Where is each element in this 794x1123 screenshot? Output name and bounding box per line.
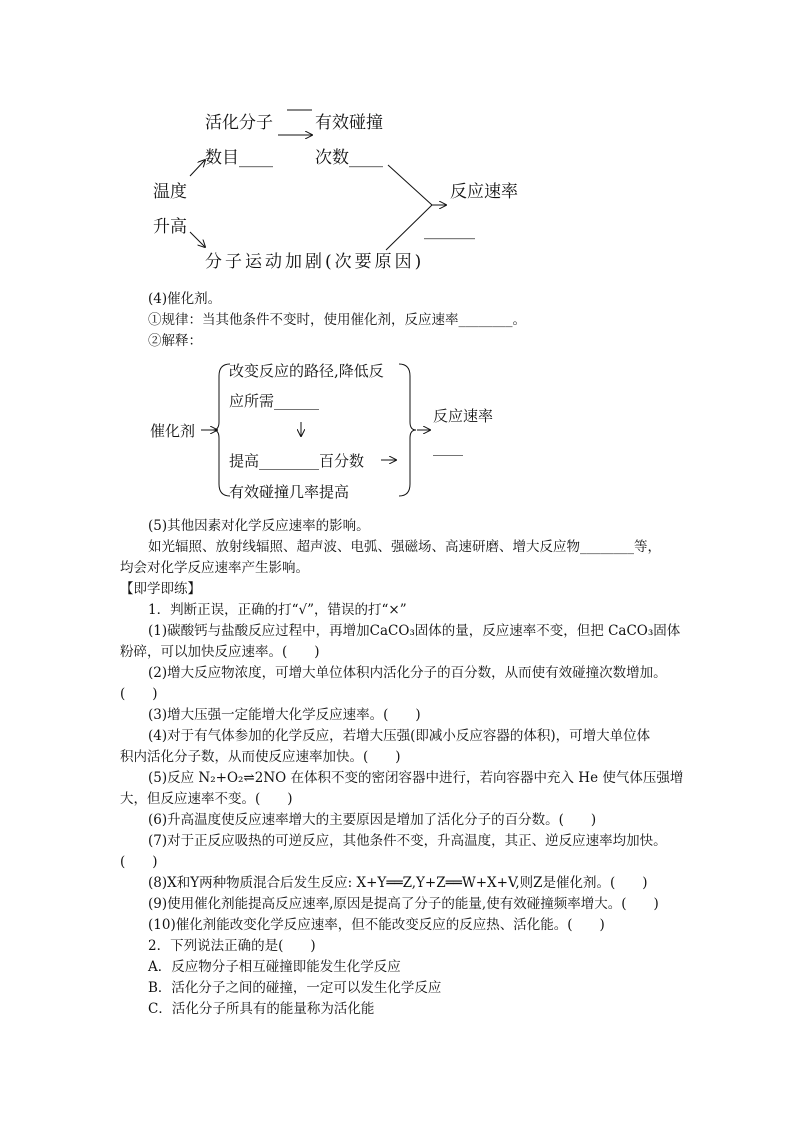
times-label: 次数____ <box>315 148 383 168</box>
catalyst-label: 催化剂 <box>150 422 196 440</box>
q2-option: B．活化分子之间的碰撞，一定可以发生化学反应 <box>148 980 442 996</box>
q1-line: ( ) <box>120 686 158 702</box>
q2-option: C．活化分子所具有的能量称为活化能 <box>148 1001 375 1017</box>
q1-line: (2)增大反应物浓度，可增大单位体积内活化分子的百分数，从而使有效碰撞次数增加。 <box>148 665 667 681</box>
q1-line: (9)使用催化剂能提高反应速率,原因是提高了分子的能量,使有效碰撞频率增大。( ) <box>148 896 659 912</box>
molecular-motion-label: 分子运动加剧(次要原因) <box>205 252 425 272</box>
q1-line: (1)碳酸钙与盐酸反应过程中，再增加CaCO₃固体的量，反应速率不变，但把 CaCO₃固体 <box>148 623 681 639</box>
rise-label: 升高 <box>153 217 187 237</box>
question-1-title: 1．判断正误，正确的打“√”，错误的打“×” <box>148 602 407 618</box>
q1-line: 大，但反应速率不变。( ) <box>120 791 293 807</box>
change-path-label: 改变反应的路径,降低反 <box>229 362 384 380</box>
q1-line: (6)升高温度使反应速率增大的主要原因是增加了活化分子的百分数。( ) <box>148 812 597 828</box>
catalyst-heading: (4)催化剂。 <box>148 291 222 307</box>
required-energy-label: 应所需______ <box>229 392 320 410</box>
catalyst-rule: ①规律：当其他条件不变时，使用催化剂，反应速率________。 <box>148 312 526 328</box>
q1-line: ( ) <box>120 854 158 870</box>
catalyst-diagram-arrows <box>0 0 794 520</box>
temperature-label: 温度 <box>153 182 187 202</box>
q1-line: (5)反应 N₂+O₂⇌2NO 在体积不变的密闭容器中进行，若向容器中充入 He 使气体压强增 <box>148 770 684 786</box>
other-factors-line2: 均会对化学反应速率产生影响。 <box>120 560 309 576</box>
active-molecules-label: 活化分子 <box>205 113 273 133</box>
catalyst-reaction-rate-blank: ____ <box>433 438 463 456</box>
other-factors-heading: (5)其他因素对化学反应速率的影响。 <box>148 518 370 534</box>
catalyst-explain: ②解释： <box>148 333 202 349</box>
q1-line: (8)X和Y两种物质混合后发生反应: X+Y══Z,Y+Z══W+X+V,则Z是催化剂。( ) <box>148 875 648 891</box>
collision-probability-label: 有效碰撞几率提高 <box>229 483 350 501</box>
question-2-title: 2．下列说法正确的是( ) <box>148 938 316 954</box>
other-factors-line1: 如光辐照、放射线辐照、超声波、电弧、强磁场、高速研磨、增大反应物________等， <box>148 539 661 555</box>
reaction-rate-blank: ______ <box>424 220 475 240</box>
q1-line: 粉碎，可以加快反应速率。( ) <box>120 644 320 660</box>
catalyst-reaction-rate-label: 反应速率 <box>433 407 494 425</box>
q1-line: (7)对于正反应吸热的可逆反应，其他条件不变，升高温度，其正、逆反应速率均加快。 <box>148 833 667 849</box>
q1-line: (3)增大压强一定能增大化学反应速率。( ) <box>148 707 421 723</box>
practice-heading: 【即学即练】 <box>120 581 201 597</box>
reaction-rate-label: 反应速率 <box>450 182 518 202</box>
count-label: 数目____ <box>205 148 273 168</box>
increase-percentage-label: 提高________百分数 <box>229 452 365 470</box>
q2-option: A．反应物分子相互碰撞即能发生化学反应 <box>148 959 401 975</box>
q1-line: (10)催化剂能改变化学反应速率，但不能改变反应的反应热、活化能。( ) <box>148 917 605 933</box>
q1-line: 积内活化分子数，从而使反应速率加快。( ) <box>120 749 401 765</box>
q1-line: (4)对于有气体参加的化学反应，若增大压强(即减小反应容器的体积)，可增大单位体 <box>148 728 651 744</box>
effective-collision-label: 有效碰撞 <box>315 113 383 133</box>
